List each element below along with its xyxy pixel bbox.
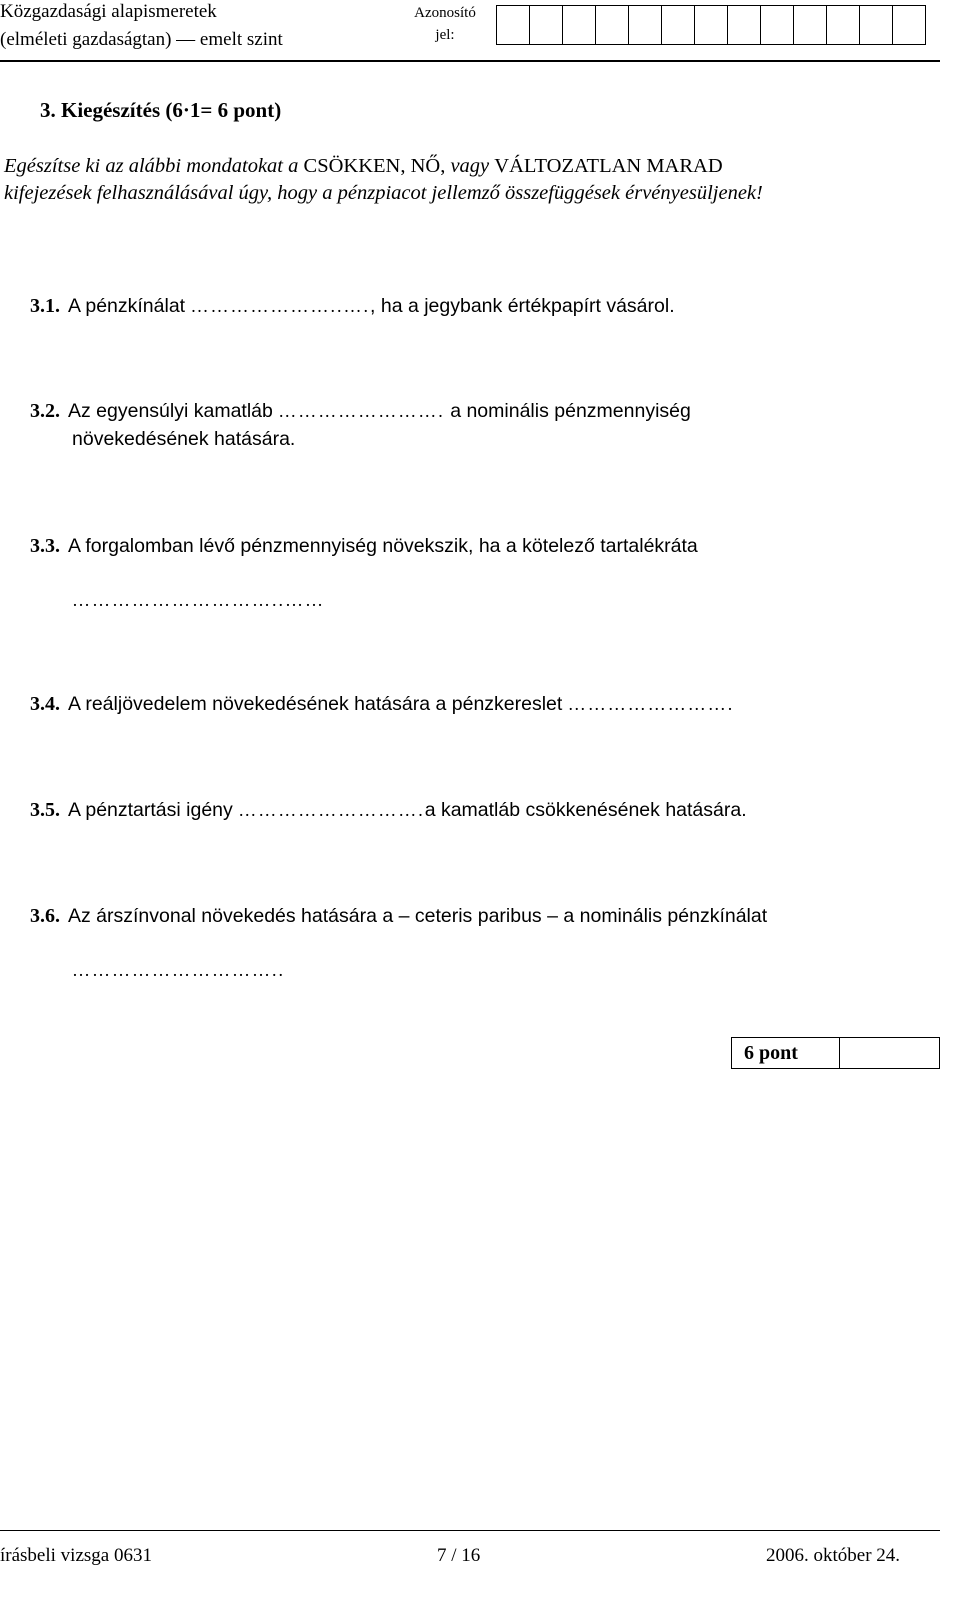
answer-blank[interactable]: …………………………..…… [72,590,325,610]
id-box[interactable] [793,5,827,45]
question-number: 3.4. [30,693,60,715]
footer-rule [0,1530,940,1531]
header-rule [0,60,940,62]
answer-blank[interactable]: …………………..…. [190,296,371,316]
footer-date: 2006. október 24. [766,1545,901,1566]
score-field[interactable] [840,1038,939,1068]
id-box[interactable] [760,5,794,45]
footer-exam: írásbeli vizsga 0631 [0,1545,152,1566]
id-label-line1: Azonosító [414,5,476,21]
score-label: 6 pont [732,1038,840,1068]
question-3-4 [30,693,734,716]
id-boxes [497,5,926,45]
question-text: A reáljövedelem növekedésének hatására a pénzkereslet [68,693,568,715]
question-3-5 [30,799,747,822]
answer-blank[interactable]: ……………………. [567,694,735,714]
question-3-6 [30,905,767,928]
id-box[interactable] [628,5,662,45]
instruction-line2: kifejezések felhasználásával úgy, hogy a pénzpiacot jellemző összefüggések érvényesüljenek! [4,182,763,204]
subject-title: Közgazdasági alapismeretek [0,1,217,22]
question-text: Az egyensúlyi kamatláb [68,400,279,422]
question-text: A pénztartási igény [68,799,239,821]
question-text: A pénzkínálat [68,295,191,317]
id-box[interactable] [529,5,563,45]
footer-page: 7 / 16 [437,1545,481,1566]
question-text-end: a kamatláb csökkenésének hatására. [424,799,747,821]
id-box[interactable] [496,5,530,45]
question-number: 3.2. [30,400,60,422]
question-number: 3.3. [30,535,60,557]
id-box[interactable] [892,5,926,45]
instruction-part-a: Egészítse ki az alábbi mondatokat a [4,155,304,177]
id-box[interactable] [595,5,629,45]
subject-subtitle: (elméleti gazdaságtan) — emelt szint [0,29,283,50]
instruction-part-c: vagy [445,155,495,177]
question-number: 3.5. [30,799,60,821]
question-3-3 [30,535,698,558]
answer-blank[interactable]: ………………………….. [72,960,285,980]
answer-blank[interactable]: ………………………. [238,800,425,820]
id-box[interactable] [826,5,860,45]
question-3-2-continuation: növekedésének hatására. [72,428,296,450]
question-text-end: , ha a jegybank értékpapírt vásárol. [370,295,675,317]
id-box[interactable] [727,5,761,45]
id-box[interactable] [694,5,728,45]
id-box[interactable] [859,5,893,45]
answer-blank[interactable]: ……………………. [278,401,445,421]
instruction-part-b: CSÖKKEN, NŐ, [303,155,446,177]
id-box[interactable] [562,5,596,45]
section-title: 3. Kiegészítés (6·1= 6 pont) [40,98,282,122]
question-text: A forgalomban lévő pénzmennyiség növekszik, ha a kötelező tartalékráta [68,535,698,557]
question-3-2 [30,400,691,423]
instruction-part-d: VÁLTOZATLAN MARAD [494,155,723,177]
question-3-1 [30,295,675,318]
question-text: Az árszínvonal növekedés hatására a – ceteris paribus – a nominális pénzkínálat [68,905,768,927]
id-box[interactable] [661,5,695,45]
question-number: 3.6. [30,905,60,927]
instruction-line1 [4,155,723,178]
id-label-line2: jel: [435,27,455,43]
question-text-end: a nominális pénzmennyiség [444,400,691,422]
score-box [731,1037,940,1069]
question-number: 3.1. [30,295,60,317]
